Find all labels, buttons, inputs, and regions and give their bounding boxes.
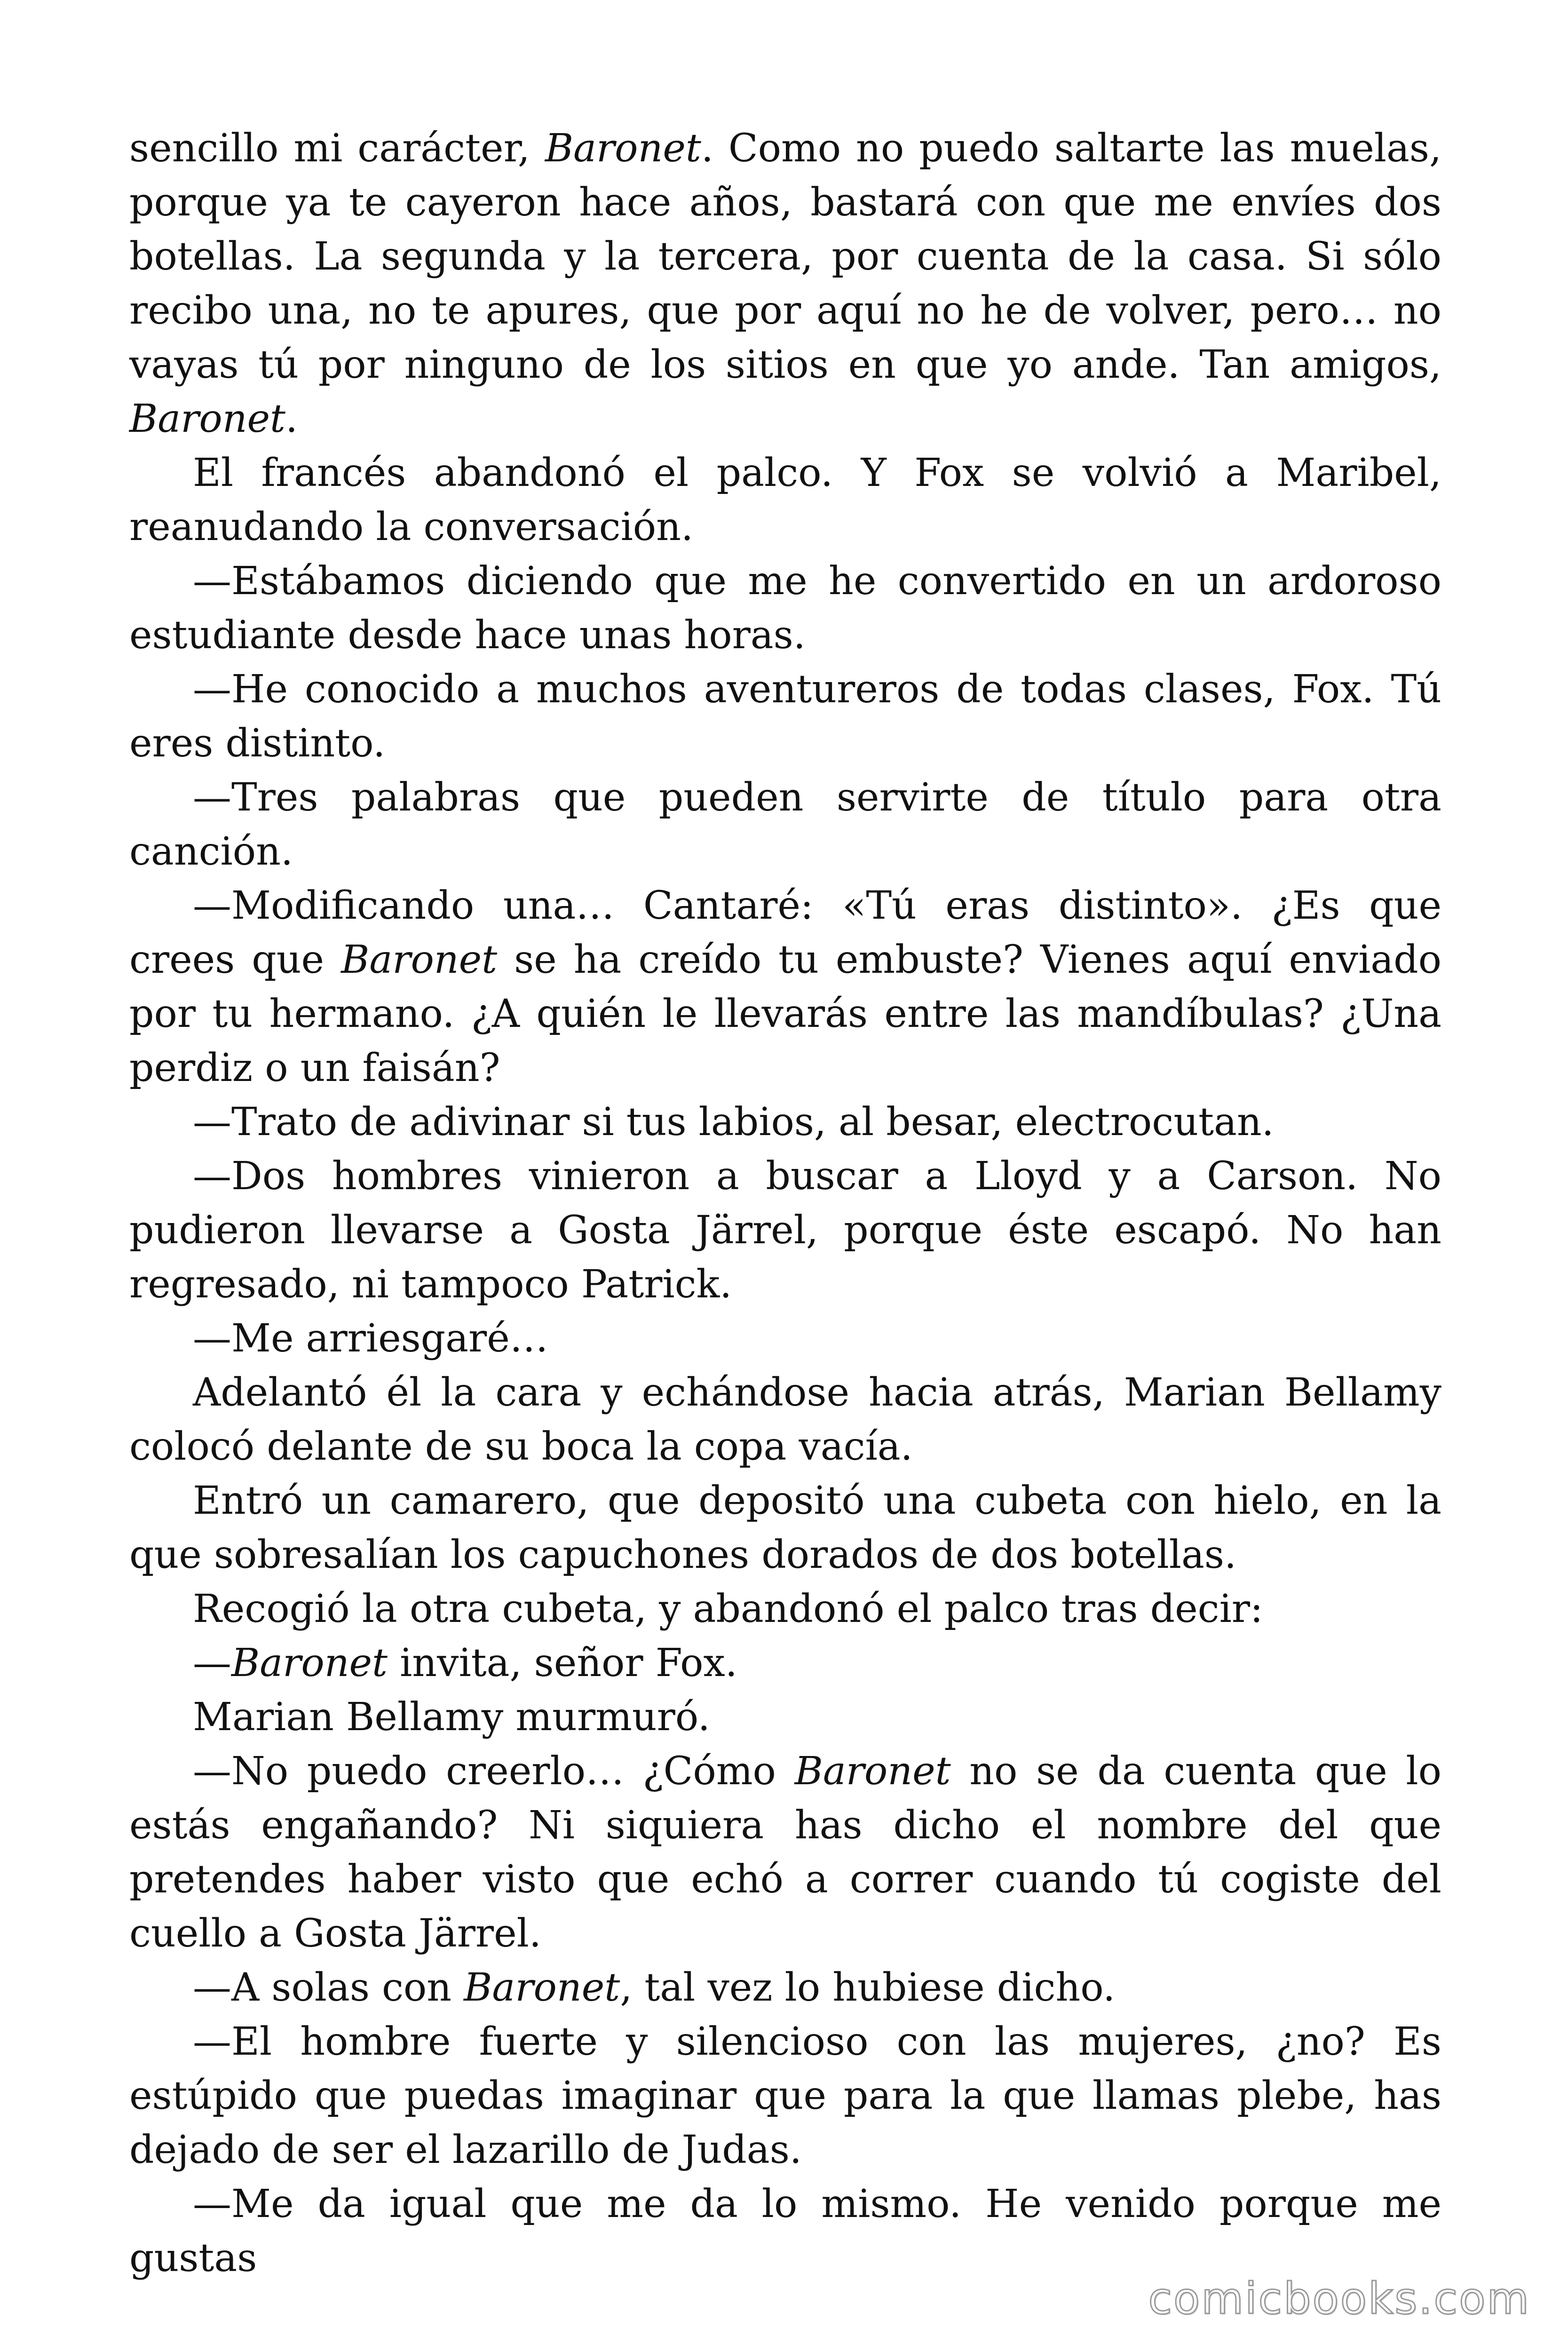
- paragraph: [129, 2177, 1441, 2285]
- paragraph: [129, 446, 1441, 554]
- text-run: —Modificando una… Cantaré: «Tú eras distinto». ¿Es que crees que: [129, 883, 1441, 982]
- paragraph: [129, 1961, 1441, 2015]
- watermark-logo: comicbooks.com: [1148, 2273, 1530, 2324]
- paragraph: [129, 1582, 1441, 1636]
- paragraph: [129, 2015, 1441, 2177]
- text-run: invita, señor Fox.: [388, 1641, 737, 1685]
- text-run: , tal vez lo hubiese dicho.: [620, 1965, 1116, 2010]
- text-run: —He conocido a muchos aventureros de todas clases, Fox. Tú eres distinto.: [129, 667, 1441, 766]
- paragraph: [129, 662, 1441, 771]
- text-run: Marian Bellamy murmuró.: [193, 1695, 710, 1740]
- italic-text: Baronet: [794, 1749, 951, 1794]
- paragraph: [129, 1311, 1441, 1366]
- text-run: —No puedo creerlo… ¿Cómo: [193, 1749, 795, 1794]
- text-run: —Trato de adivinar si tus labios, al besar, electrocutan.: [193, 1100, 1274, 1144]
- text-run: —Dos hombres vinieron a buscar a Lloyd y a Carson. No pudieron llevarse a Gosta Järrel, porque éste escapó. No han regresado, ni tampoco Patrick.: [129, 1154, 1441, 1307]
- text-run: —Me arriesgaré…: [193, 1316, 548, 1361]
- text-run: —El hombre fuerte y silencioso con las mujeres, ¿no? Es estúpido que puedas imaginar que para la que llamas plebe, has dejado de ser el lazarillo de Judas.: [129, 2019, 1441, 2172]
- text-run: Recogió la otra cubeta, y abandonó el palco tras decir:: [193, 1587, 1263, 1631]
- paragraph: [129, 1744, 1441, 1961]
- text-run: —Tres palabras que pueden servirte de título para otra canción.: [129, 775, 1441, 874]
- italic-text: Baronet: [341, 938, 498, 982]
- italic-text: Baronet: [129, 397, 286, 441]
- paragraph: [129, 1149, 1441, 1311]
- text-run: . Como no puedo saltarte las muelas, porque ya te cayeron hace años, bastará con que me envíes dos botellas. La segunda y la tercera, por cuenta de la casa. Si sólo recibo una, no te apures, que por aquí no he de volver, pero… no vayas tú por ninguno de los sitios en que yo ande. Tan amigos,: [129, 126, 1442, 387]
- text-run: —: [193, 1641, 231, 1685]
- text-run: se ha creído tu embuste? Vienes aquí enviado por tu hermano. ¿A quién le llevarás entre las mandíbulas? ¿Una perdiz o un faisán?: [129, 938, 1441, 1090]
- italic-text: Baronet: [464, 1965, 620, 2010]
- text-run: —Estábamos diciendo que me he convertido en un ardoroso estudiante desde hace unas horas.: [129, 559, 1441, 658]
- text-run: —A solas con: [193, 1965, 464, 2010]
- paragraph: [129, 554, 1441, 662]
- paragraph: [129, 1690, 1441, 1744]
- text-run: no se da cuenta que lo estás engañando? Ni siquiera has dicho el nombre del que pretendes haber visto que echó a correr cuando tú cogiste del cuello a Gosta Järrel.: [129, 1749, 1441, 1956]
- text-run: —Me da igual que me da lo mismo. He venido porque me gustas: [129, 2182, 1441, 2280]
- paragraph: [129, 771, 1441, 879]
- text-run: Entró un camarero, que depositó una cubeta con hielo, en la que sobresalían los capuchones dorados de dos botellas.: [129, 1478, 1441, 1577]
- page-text: [129, 121, 1441, 2285]
- text-run: Adelantó él la cara y echándose hacia atrás, Marian Bellamy colocó delante de su boca la copa vacía.: [129, 1370, 1441, 1469]
- paragraph: [129, 1474, 1441, 1582]
- text-run: sencillo mi carácter,: [129, 126, 545, 171]
- text-run: El francés abandonó el palco. Y Fox se volvió a Maribel, reanudando la conversación.: [129, 451, 1441, 549]
- text-run: .: [285, 397, 298, 441]
- paragraph: [129, 1636, 1441, 1690]
- italic-text: Baronet: [545, 126, 701, 171]
- paragraph: [129, 879, 1441, 1095]
- paragraph: [129, 1366, 1441, 1474]
- paragraph: [129, 1095, 1441, 1149]
- paragraph-continued: [129, 121, 1441, 446]
- italic-text: Baronet: [231, 1641, 388, 1685]
